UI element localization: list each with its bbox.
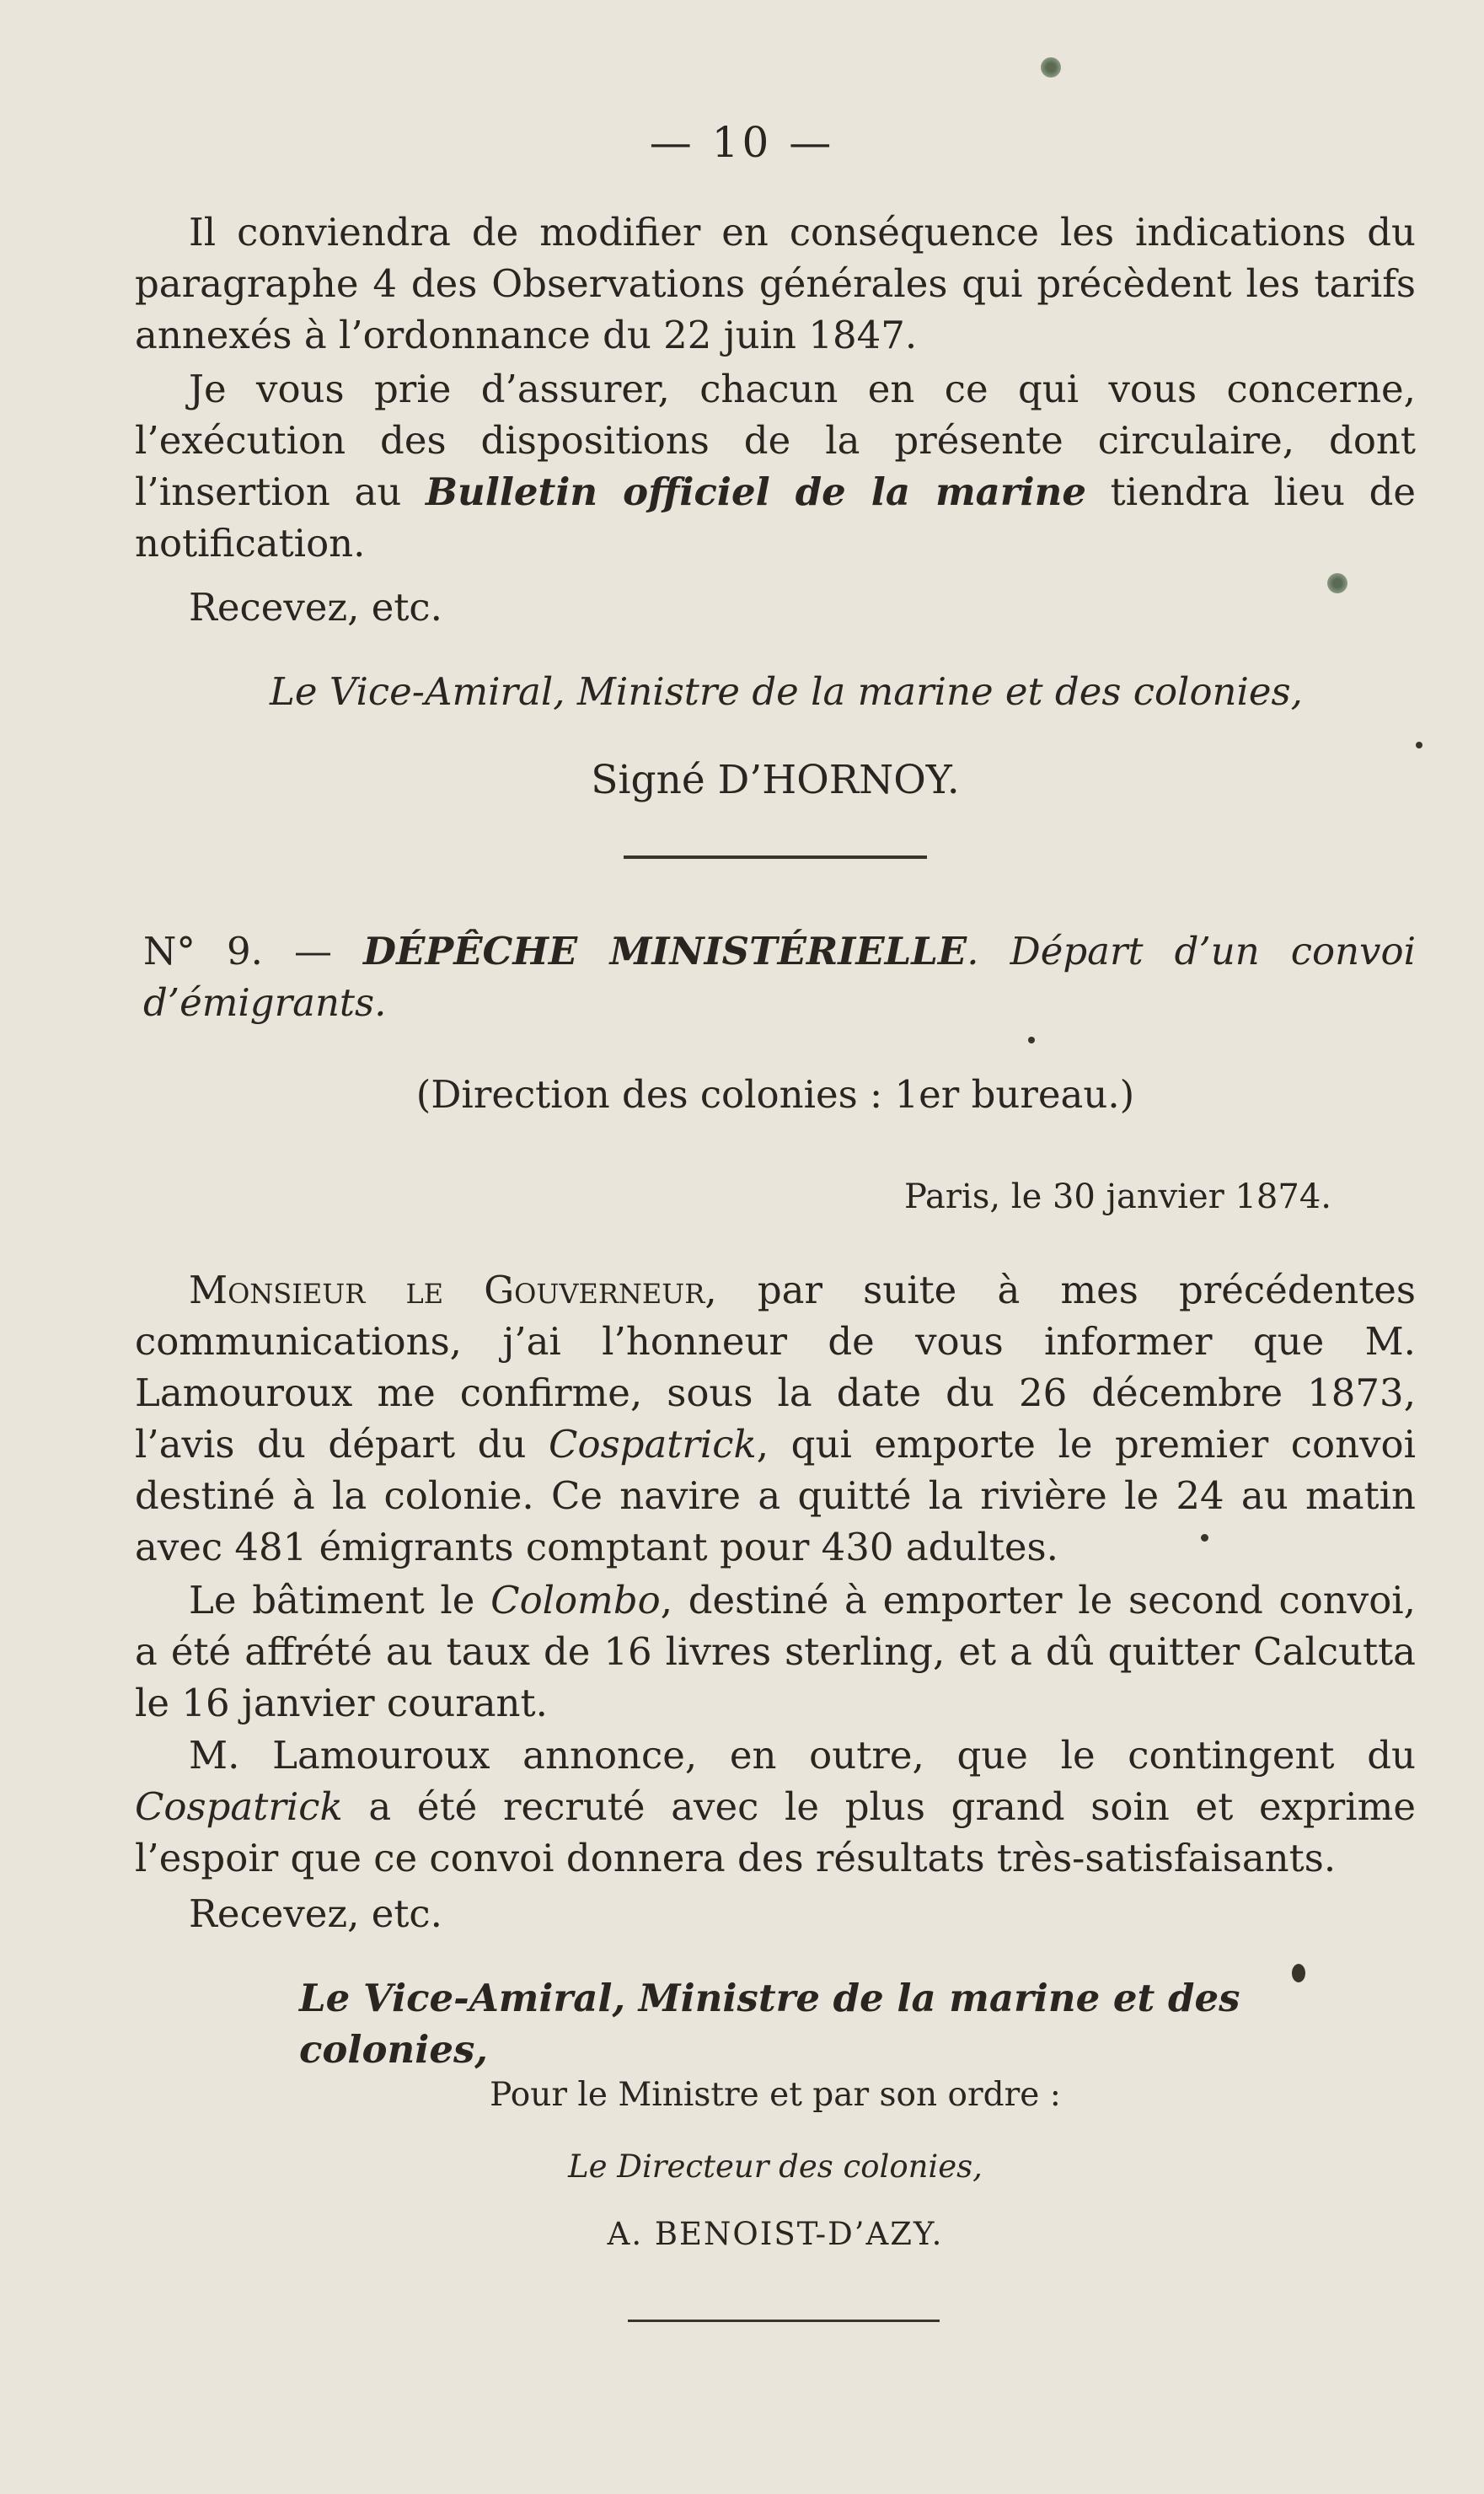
paragraph-execution-text-a: Je vous prie d’assurer, chacun en ce qui vous concerne, l’exécution des dispositions de la présente circulaire, dont l’insertion au bbox=[135, 367, 1416, 514]
signature-2-title: Le Vice-Amiral, Ministre de la marine et des colonies, bbox=[299, 1976, 1240, 2072]
paragraph-colombo-text-a: Le bâtiment le bbox=[189, 1578, 491, 1622]
paragraph-contingent bbox=[135, 1730, 1416, 1884]
section-title: DÉPÊCHE MINISTÉRIELLE bbox=[363, 929, 967, 973]
paragraph-execution bbox=[135, 363, 1416, 569]
ink-speck bbox=[1201, 1534, 1208, 1542]
salutation: Monsieur le Gouverneur bbox=[189, 1268, 705, 1312]
paragraph-colombo bbox=[135, 1574, 1416, 1729]
ink-speck bbox=[1416, 742, 1422, 748]
closing-recevez-2: Recevez, etc. bbox=[189, 1891, 442, 1936]
paragraph-colombo-text-b: , destiné à emporter le second convoi, a été affrété au taux de 16 livres sterling, et a dû quitter Calcutta le 16 janvier courant. bbox=[135, 1578, 1416, 1725]
separator-rule-1 bbox=[624, 855, 927, 859]
closing-recevez-1: Recevez, etc. bbox=[189, 585, 442, 630]
section-heading bbox=[135, 925, 1416, 1028]
section-number: N° 9. — bbox=[143, 929, 364, 973]
ink-blot-mark bbox=[1041, 57, 1061, 78]
ink-blot-mark bbox=[1292, 1964, 1305, 1982]
ink-blot-mark bbox=[1327, 573, 1347, 593]
direction-line: (Direction des colonies : 1er bureau.) bbox=[415, 1072, 1135, 1117]
ship-name: Cospatrick bbox=[135, 1784, 343, 1829]
paragraph-execution-text-c: tiendra lieu de notification. bbox=[135, 469, 1417, 566]
bulletin-title: Bulletin officiel de la marine bbox=[425, 469, 1086, 514]
section-subject: . Départ d’un convoi d’émigrants. bbox=[143, 929, 1416, 1025]
signature-2-name: A. BENOIST-D’AZY. bbox=[607, 2216, 944, 2252]
paragraph-cospatrick-text-a: , par suite à mes précédentes communications, j’ai l’honneur de vous informer que M. Lamouroux me confirme, sous la date du 26 décembre 1873, l’avis du départ du bbox=[135, 1268, 1416, 1467]
paragraph-cospatrick bbox=[135, 1264, 1416, 1573]
place-date: Paris, le 30 janvier 1874. bbox=[903, 1177, 1331, 1216]
ink-speck bbox=[1028, 1037, 1035, 1043]
ship-name: Cospatrick bbox=[549, 1422, 757, 1467]
paragraph-cospatrick-text-b: , qui emporte le premier convoi destiné à la colonie. Ce navire a quitté la rivière le 24 au matin avec 481 émigrants comptant pour 430 adultes. bbox=[135, 1422, 1416, 1569]
paragraph-tariffs: Il conviendra de modifier en conséquence les indications du paragraphe 4 des Observations générales qui précèdent les tarifs annexés à l’ordonnance du 22 juin 1847. bbox=[135, 210, 1416, 357]
signature-2-role: Le Directeur des colonies, bbox=[568, 2148, 983, 2185]
ship-name: Colombo bbox=[490, 1578, 661, 1622]
paragraph-contingent-text-a: M. Lamouroux annonce, en outre, que le contingent du bbox=[189, 1733, 1416, 1778]
signature-1-name: Signé D’HORNOY. bbox=[591, 757, 960, 803]
signature-2-order: Pour le Ministre et par son ordre : bbox=[490, 2076, 1061, 2114]
paragraph-contingent-text-b: a été recruté avec le plus grand soin et exprime l’espoir que ce convoi donnera des résultats très-satisfaisants. bbox=[135, 1784, 1416, 1880]
signature-1-title: Le Vice-Amiral, Ministre de la marine et des colonies, bbox=[270, 669, 1303, 714]
page-number: — 10 — bbox=[649, 118, 835, 167]
separator-rule-2 bbox=[628, 2320, 940, 2322]
